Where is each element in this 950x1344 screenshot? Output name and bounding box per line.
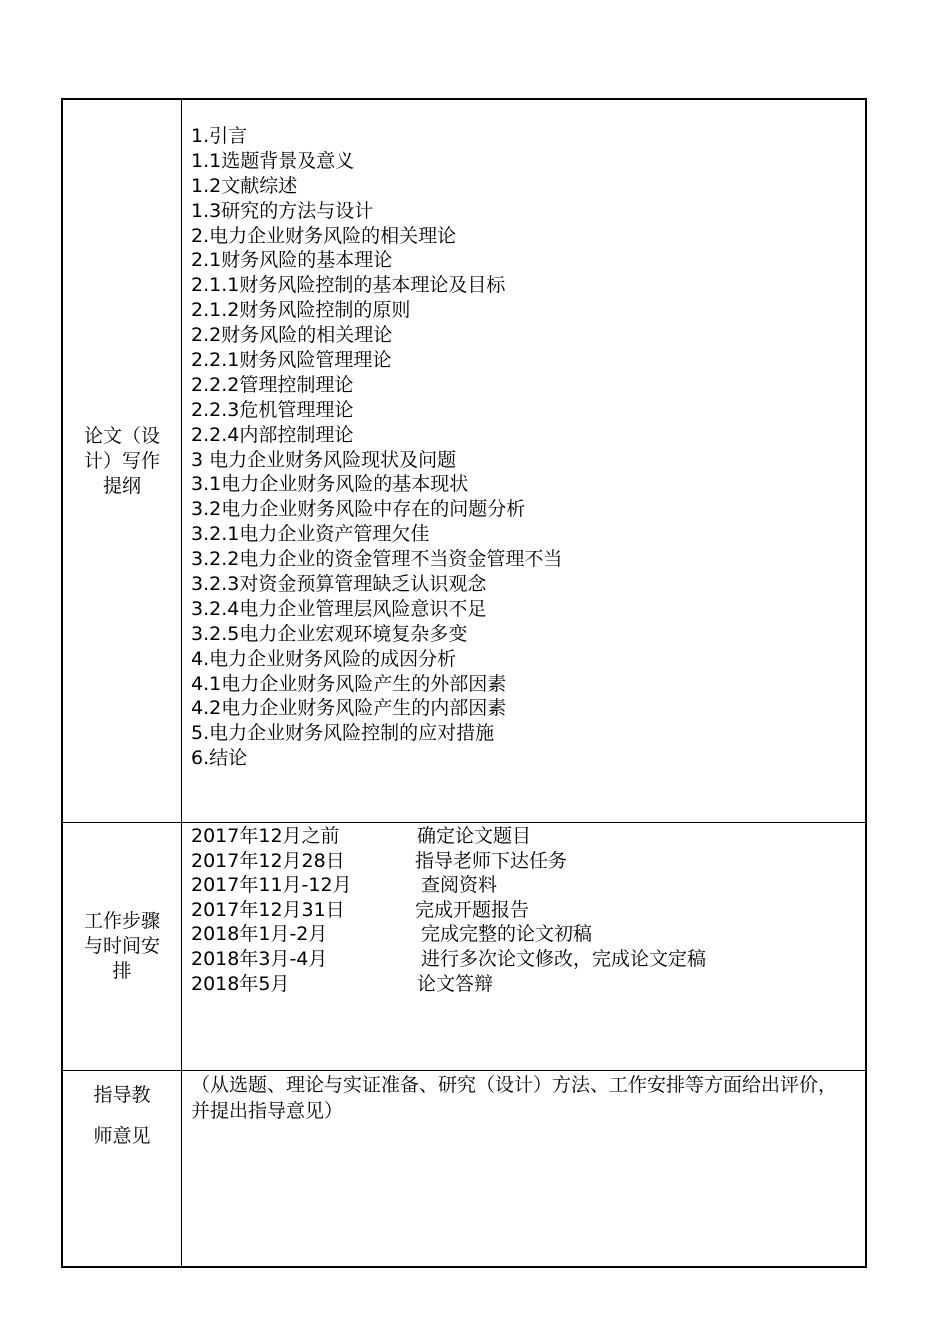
outline-item: 3.2.1电力企业资产管理欠佳 <box>191 523 430 546</box>
schedule-task: 查阅资料 <box>421 874 498 897</box>
schedule-date: 2017年11月-12月 <box>191 874 352 897</box>
outline-item: 2.2.3危机管理理论 <box>191 398 354 421</box>
schedule-date: 2018年3月-4月 <box>191 947 328 970</box>
schedule-task: 完成开题报告 <box>415 898 530 921</box>
outline-item: 4.2电力企业财务风险产生的内部因素 <box>191 697 507 720</box>
outline-item: 5.电力企业财务风险控制的应对措施 <box>191 722 495 745</box>
outline-item: 2.2.1财务风险管理理论 <box>191 349 392 372</box>
outline-item: 2.1财务风险的基本理论 <box>191 249 393 272</box>
outline-item: 2.1.1财务风险控制的基本理论及目标 <box>191 274 506 297</box>
schedule-date: 2017年12月31日 <box>191 898 345 921</box>
outline-item: 2.2财务风险的相关理论 <box>191 324 393 347</box>
outline-item: 2.电力企业财务风险的相关理论 <box>191 224 457 247</box>
outline-item: 2.1.2财务风险控制的原则 <box>191 299 411 322</box>
outline-item: 3.2.2电力企业的资金管理不当资金管理不当 <box>191 548 563 571</box>
schedule-item <box>191 947 865 972</box>
schedule-label-cell <box>63 823 182 1070</box>
advisor-content-cell[interactable] <box>182 1071 865 1266</box>
outline-row <box>63 100 865 822</box>
schedule-item <box>191 824 865 849</box>
outline-item: 2.2.2管理控制理论 <box>191 373 354 396</box>
schedule-list <box>191 823 865 996</box>
schedule-date: 2018年1月-2月 <box>191 923 328 946</box>
outline-item: 1.引言 <box>191 125 248 147</box>
advisor-instruction: （从选题、理论与实证准备、研究（设计）方法、工作安排等方面给出评价，并提出指导意见） <box>191 1074 838 1122</box>
outline-label-cell <box>63 100 182 822</box>
outline-item: 6.结论 <box>191 747 248 770</box>
schedule-item <box>191 972 865 997</box>
outline-item: 4.1电力企业财务风险产生的外部因素 <box>191 672 507 695</box>
schedule-date: 2018年5月 <box>191 972 290 995</box>
advisor-label: 指导教师意见 <box>93 1084 151 1147</box>
schedule-date: 2017年12月28日 <box>191 849 345 872</box>
outline-item: 3 电力企业财务风险现状及问题 <box>191 448 457 471</box>
schedule-task: 确定论文题目 <box>417 825 532 847</box>
outline-content-cell <box>182 100 865 822</box>
schedule-task: 论文答辩 <box>417 972 494 995</box>
schedule-item <box>191 922 865 947</box>
outline-item: 1.2文献综述 <box>191 174 298 197</box>
outline-item: 2.2.4内部控制理论 <box>191 423 354 446</box>
schedule-date: 2017年12月之前 <box>191 825 340 847</box>
advisor-label-cell <box>63 1071 182 1266</box>
schedule-task: 进行多次论文修改，完成论文定稿 <box>421 947 707 970</box>
schedule-item <box>191 849 865 874</box>
schedule-row <box>63 822 865 1070</box>
outline-item: 1.3研究的方法与设计 <box>191 199 374 222</box>
outline-item: 3.2.5电力企业宏观环境复杂多变 <box>191 622 468 645</box>
advisor-row <box>63 1070 865 1266</box>
schedule-item <box>191 898 865 923</box>
outline-item: 3.2.3对资金预算管理缺乏认识观念 <box>191 573 487 596</box>
proposal-form-table <box>61 98 867 1268</box>
outline-item: 4.电力企业财务风险的成因分析 <box>191 647 457 670</box>
outline-item: 3.2.4电力企业管理层风险意识不足 <box>191 597 487 620</box>
outline-list <box>191 100 865 771</box>
outline-item: 3.1电力企业财务风险的基本现状 <box>191 473 469 496</box>
outline-label: 论文（设计）写作提纲 <box>83 424 160 497</box>
schedule-task: 完成完整的论文初稿 <box>421 923 593 946</box>
schedule-item <box>191 873 865 898</box>
schedule-content-cell <box>182 823 865 1070</box>
schedule-label: 工作步骤与时间安排 <box>83 910 160 982</box>
outline-item: 3.2电力企业财务风险中存在的问题分析 <box>191 498 526 521</box>
schedule-task: 指导老师下达任务 <box>415 849 568 872</box>
outline-item: 1.1选题背景及意义 <box>191 149 355 172</box>
